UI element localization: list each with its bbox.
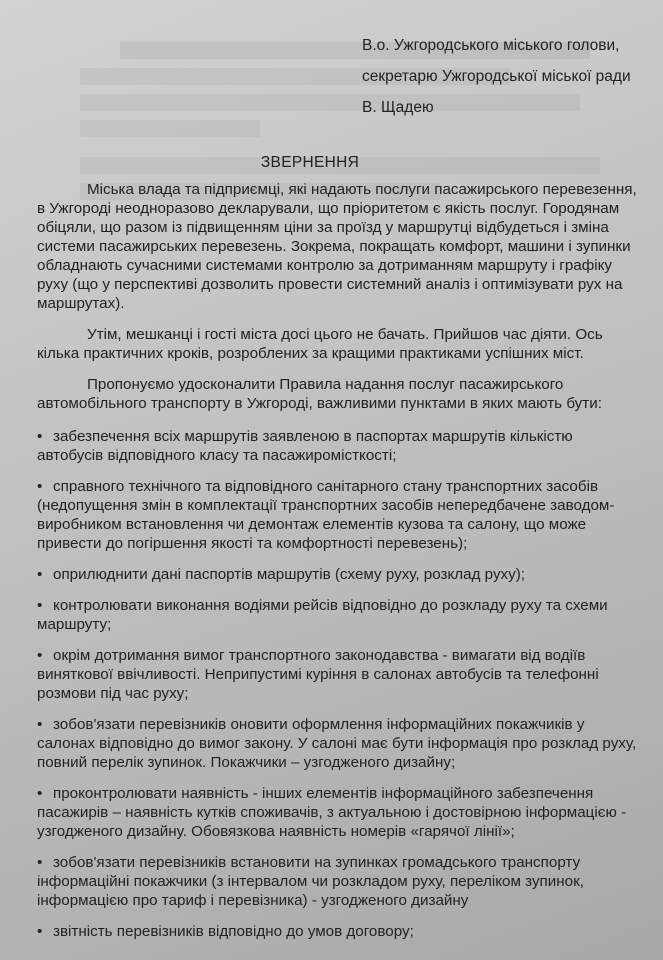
list-item-text: зобов'язати перевізників встановити на зупинках громадського транспорту інформаційні покажчики (з інтервалом чи розкладом руху, переліком зупинок, інформацією про тариф і перевізника) - узгодженого дизайну xyxy=(37,854,584,909)
document-body xyxy=(37,180,637,953)
list-item-text: оприлюднити дані паспортів маршрутів (схему руху, розклад руху); xyxy=(53,566,526,583)
document-title: ЗВЕРНЕННЯ xyxy=(260,154,360,171)
bullet-icon: • xyxy=(37,923,43,940)
list-item xyxy=(37,922,637,941)
list-item-text: зобов'язати перевізників оновити оформлення інформаційних покажчиків у салонах відповідно до вимог закону. У салоні має бути інформація про розклад руху, повний перелік зупинок. Покажчики – узгодженого дизайну; xyxy=(37,716,637,771)
list-item-text: звітність перевізників відповідно до умов договору; xyxy=(53,923,414,940)
list-item-text: окрім дотримання вимог транспортного законодавства - вимагати від водіїв виняткової ввічливості. Неприпустимі куріння в салонах автобусів та телефонні розмови під час руху; xyxy=(37,647,599,702)
list-item xyxy=(37,715,637,772)
addressee-block xyxy=(362,36,631,129)
list-item xyxy=(37,427,637,465)
paragraph-call-to-action: Утім, мешканці і гості міста досі цього не бачать. Прийшов час діяти. Ось кілька практичних кроків, розроблених за кращими практиками успішних міст. xyxy=(37,326,603,362)
list-item-text: справного технічного та відповідного санітарного стану транспортних засобів (недопущення змін в комплектації транспортних засобів непередбачене заводом-виробником встановлення чи демонтаж елементів кузова та салону, що може привести до погіршення якості та комфортності перевезень); xyxy=(37,478,615,552)
addressee-line-1: В.о. Ужгородського міського голови, xyxy=(362,37,620,54)
list-item xyxy=(37,784,637,841)
bullet-icon: • xyxy=(37,716,43,733)
list-item xyxy=(37,646,637,703)
addressee-line-2: секретарю Ужгородської міської ради xyxy=(362,68,631,85)
list-item xyxy=(37,565,637,584)
list-item xyxy=(37,853,637,910)
bullet-icon: • xyxy=(37,785,43,802)
bullet-icon: • xyxy=(37,478,43,495)
bullet-icon: • xyxy=(37,854,43,871)
paragraph-intro: Міська влада та підприємці, які надають послуги пасажирського перевезення, в Ужгороді неодноразово декларували, що пріоритетом є якість послуг. Городянам обіцяли, що разом із підвищенням ціни за проїзд у маршрутці відбудеться і зміна системи пасажирських перевезень. Зокрема, покращать комфорт, машини і зупинки обладнають сучасними системами контролю за дотриманням маршруту і графіку руху (що у перспективі дозволить провести системний аналіз і оптимізувати рух на маршрутах). xyxy=(37,181,637,312)
bullet-icon: • xyxy=(37,566,43,583)
bullet-icon: • xyxy=(37,597,43,614)
bullet-icon: • xyxy=(37,647,43,664)
addressee-line-3: В. Щадею xyxy=(362,99,434,116)
list-item xyxy=(37,596,637,634)
list-item xyxy=(37,477,637,553)
list-item-text: проконтролювати наявність - інших елементів інформаційного забезпечення пасажирів – наявність кутків споживачів, з актуальною і достовірною інформацією - узгодженого дизайну. Обовязкова наявність номерів «гарячої лінії»; xyxy=(37,785,627,840)
list-item-text: контролювати виконання водіями рейсів відповідно до розкладу руху та схеми маршруту; xyxy=(37,597,608,633)
list-item-text: забезпечення всіх маршрутів заявленою в паспортах маршрутів кількістю автобусів відповідного класу та пасажиромісткості; xyxy=(37,428,573,464)
bullet-icon: • xyxy=(37,428,43,445)
paragraph-proposal: Пропонуємо удосконалити Правила надання послуг пасажирського автомобільного транспорту в Ужгороді, важливими пунктами в яких мають бути: xyxy=(37,376,602,412)
